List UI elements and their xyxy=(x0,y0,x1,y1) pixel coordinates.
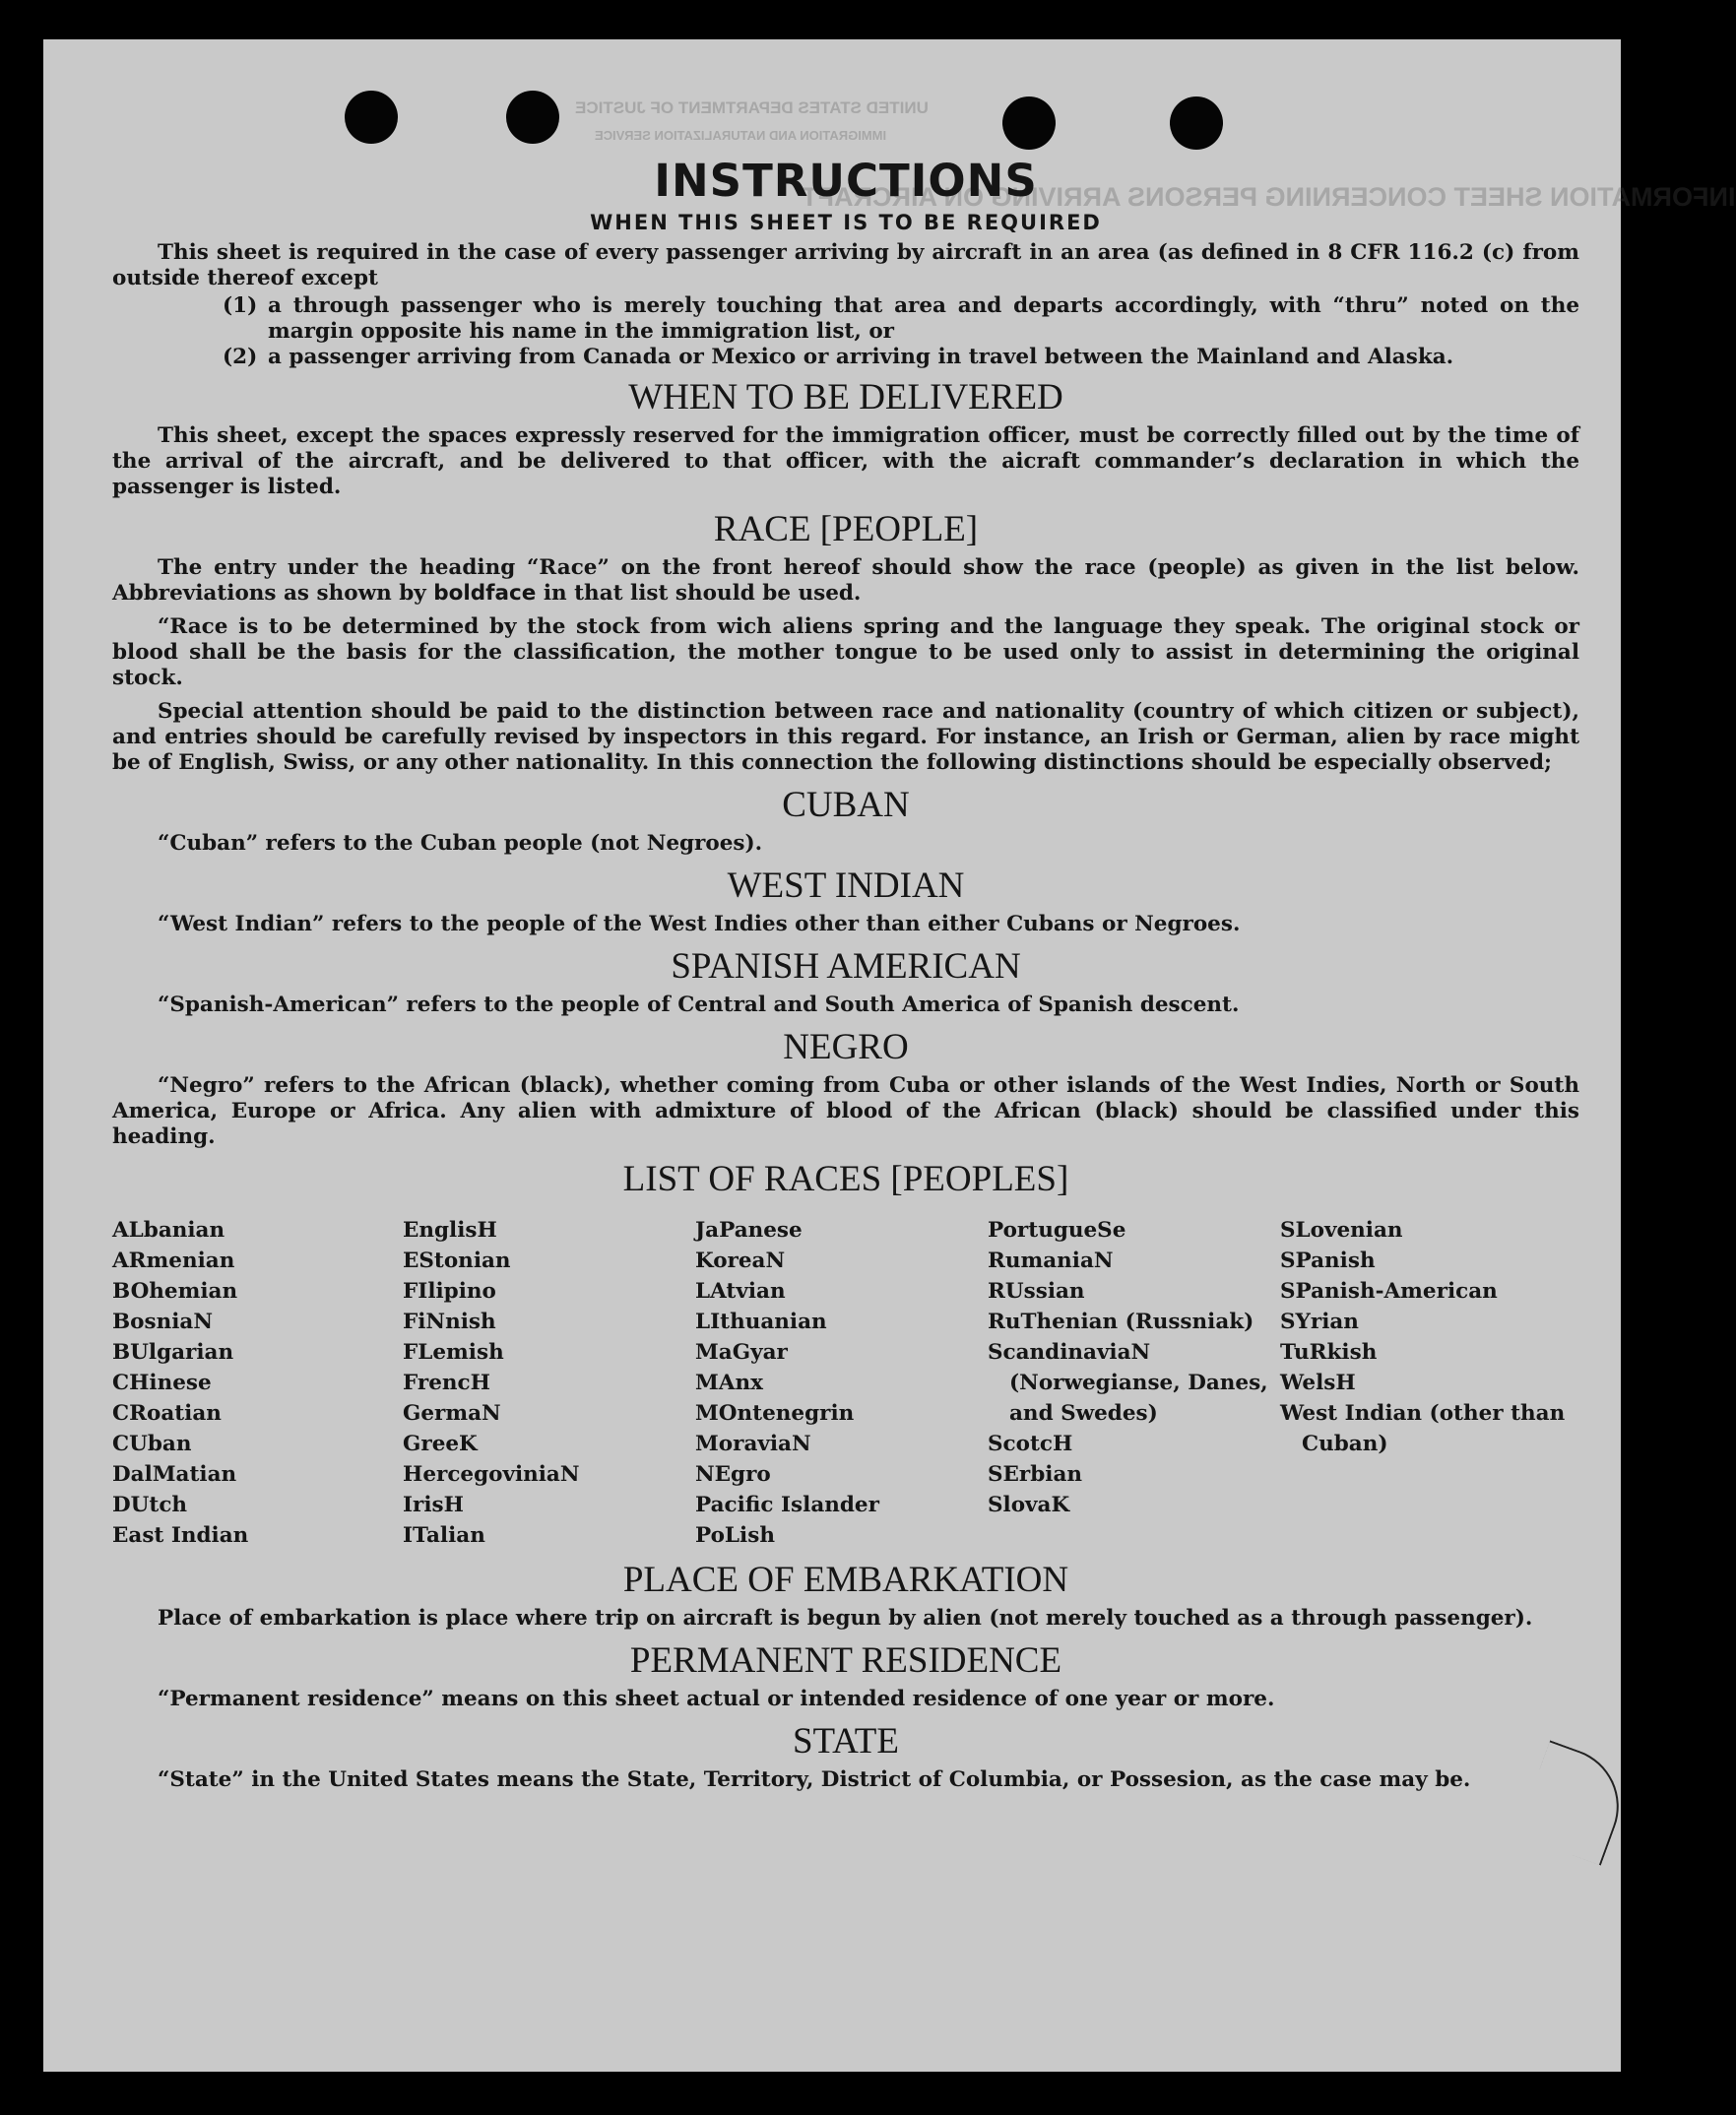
delivered-paragraph: This sheet, except the spaces expressly reserved for the immigration officer, must be correctly filled out by the time of the arrival of the aircraft, and be delivered to that officer, with the aicraft commander’s declaration in which the passenger is listed. xyxy=(112,423,1579,499)
punch-hole xyxy=(506,91,559,144)
race-paragraph-2: “Race is to be determined by the stock from wich aliens spring and the language they speak. The original stock or blood shall be the basis for the classification, the mother tongue to be used only to assist in determining the original stock. xyxy=(112,614,1579,690)
bleed-through-service: IMMIGRATION AND NATURALIZATION SERVICE xyxy=(595,128,887,143)
race-item: LIthuanian xyxy=(695,1310,827,1334)
section-heading-race: RACE [PEOPLE] xyxy=(713,509,979,549)
punch-hole xyxy=(345,91,398,144)
section-heading-embarkation: PLACE OF EMBARKATION xyxy=(622,1560,1069,1600)
cuban-paragraph: “Cuban” refers to the Cuban people (not Negroes). xyxy=(158,831,763,856)
race-item: KoreaN xyxy=(695,1249,786,1273)
section-heading-negro: NEGRO xyxy=(783,1027,909,1067)
race-item: EStonian xyxy=(403,1249,511,1273)
race-item: MAnx xyxy=(695,1371,763,1395)
race-item: PoLish xyxy=(695,1523,775,1548)
section-heading-state: STATE xyxy=(792,1721,900,1762)
races-column xyxy=(403,1215,695,1551)
races-column xyxy=(695,1215,988,1551)
race-item: BosniaN xyxy=(112,1310,213,1334)
bleed-through-agency: UNITED STATES DEPARTMENT OF JUSTICE xyxy=(575,98,929,117)
race-item: SYrian xyxy=(1280,1310,1359,1334)
race-item: GreeK xyxy=(403,1432,478,1456)
race-item: SLovenian xyxy=(1280,1218,1403,1243)
exception-item: (2) a passenger arriving from Canada or Mexico or arriving in travel between the Mainland and Alaska. xyxy=(223,345,1454,369)
race-item: MaGyar xyxy=(695,1340,788,1365)
spanish-american-paragraph: “Spanish-American” refers to the people of Central and South America of Spanish descent. xyxy=(158,993,1240,1017)
race-item: MOntenegrin xyxy=(695,1401,855,1426)
race-item: East Indian xyxy=(112,1523,249,1548)
race-item: ScotcH xyxy=(988,1432,1073,1456)
race-item: Pacific Islander xyxy=(695,1493,879,1517)
race-item: ScandinaviaN (Norwegianse, Danes, and Swedes) xyxy=(988,1340,1268,1426)
section-heading-spanish-american: SPANISH AMERICAN xyxy=(671,946,1021,987)
embarkation-paragraph: Place of embarkation is place where trip on aircraft is begun by alien (not merely touched as a through passenger). xyxy=(158,1606,1533,1631)
instructions-body xyxy=(112,156,1579,1801)
race-item: HercegoviniaN xyxy=(403,1462,580,1487)
race-item: ITalian xyxy=(403,1523,485,1548)
west-indian-paragraph: “West Indian” refers to the people of the West Indies other than either Cubans or Negroes. xyxy=(158,912,1241,936)
page-subtitle: WHEN THIS SHEET IS TO BE REQUIRED xyxy=(590,211,1102,234)
race-item: PortugueSe xyxy=(988,1218,1126,1243)
race-item: DalMatian xyxy=(112,1462,237,1487)
race-item: West Indian (other than Cuban) xyxy=(1280,1401,1566,1456)
race-item: WelsH xyxy=(1280,1371,1356,1395)
race-item: RuThenian (Russniak) xyxy=(988,1310,1254,1334)
race-item: RUssian xyxy=(988,1279,1085,1304)
state-paragraph: “State” in the United States means the State, Territory, District of Columbia, or Possesion, as the case may be. xyxy=(158,1767,1471,1792)
race-item: SlovaK xyxy=(988,1493,1070,1517)
race-item: IrisH xyxy=(403,1493,464,1517)
race-item: BUlgarian xyxy=(112,1340,234,1365)
section-heading-list-of-races: LIST OF RACES [PEOPLES] xyxy=(622,1159,1069,1199)
race-item: CHinese xyxy=(112,1371,212,1395)
punch-hole xyxy=(1002,96,1056,150)
races-list xyxy=(112,1215,1579,1551)
bleed-through-form-title: INFORMATION SHEET CONCERNING PERSONS ARRIVING ON AIRCRAFT xyxy=(802,182,1736,212)
page-title: INSTRUCTIONS xyxy=(654,155,1038,207)
section-heading-residence: PERMANENT RESIDENCE xyxy=(629,1640,1062,1681)
race-item: GermaN xyxy=(403,1401,501,1426)
races-column xyxy=(988,1215,1280,1551)
negro-paragraph: “Negro” refers to the African (black), whether coming from Cuba or other islands of the West Indies, North or South America, Europe or Africa. Any alien with admixture of blood of the African (black) should be classified under this heading. xyxy=(112,1073,1579,1149)
race-item: SPanish xyxy=(1280,1249,1376,1273)
race-item: DUtch xyxy=(112,1493,188,1517)
race-item: SPanish-American xyxy=(1280,1279,1498,1304)
race-item: ALbanian xyxy=(112,1218,225,1243)
races-column xyxy=(1280,1215,1573,1551)
residence-paragraph: “Permanent residence” means on this sheet actual or intended residence of one year or more. xyxy=(158,1687,1275,1711)
section-heading-delivered: WHEN TO BE DELIVERED xyxy=(628,377,1063,417)
race-paragraph-3: Special attention should be paid to the distinction between race and nationality (country of which citizen or subject), and entries should be carefully revised by inspectors in this regard. For instance, an Irish or German, alien by race might be of English, Swiss, or any other nationality. In this connection the following distinctions should be especially observed; xyxy=(112,699,1579,775)
race-item: RumaniaN xyxy=(988,1249,1114,1273)
punch-hole xyxy=(1170,96,1223,150)
race-item: FIlipino xyxy=(403,1279,496,1304)
race-paragraph-1: The entry under the heading “Race” on the front hereof should show the race (people) as given in the list below. Abbreviations as shown by boldface in that list should be used. xyxy=(112,555,1579,606)
race-item: BOhemian xyxy=(112,1279,238,1304)
race-item: CRoatian xyxy=(112,1401,222,1426)
race-item: LAtvian xyxy=(695,1279,786,1304)
race-item: TuRkish xyxy=(1280,1340,1378,1365)
race-item: SErbian xyxy=(988,1462,1083,1487)
race-item: ARmenian xyxy=(112,1249,235,1273)
race-item: NEgro xyxy=(695,1462,771,1487)
race-item: JaPanese xyxy=(695,1218,803,1243)
section-heading-west-indian: WEST INDIAN xyxy=(727,865,965,906)
exception-item: (1) a through passenger who is merely touching that area and departs accordingly, with “thru” noted on the margin opposite his name in the immigration list, or xyxy=(223,293,1579,344)
race-item: CUban xyxy=(112,1432,192,1456)
document-page xyxy=(43,39,1736,2072)
race-item: MoraviaN xyxy=(695,1432,811,1456)
race-item: FLemish xyxy=(403,1340,504,1365)
race-item: FiNnish xyxy=(403,1310,496,1334)
race-item: EnglisH xyxy=(403,1218,497,1243)
section-heading-cuban: CUBAN xyxy=(782,785,910,825)
races-column xyxy=(112,1215,403,1551)
race-item: FrencH xyxy=(403,1371,490,1395)
intro-paragraph: This sheet is required in the case of every passenger arriving by aircraft in an area (as defined in 8 CFR 116.2 (c) from outside thereof except xyxy=(112,240,1579,290)
